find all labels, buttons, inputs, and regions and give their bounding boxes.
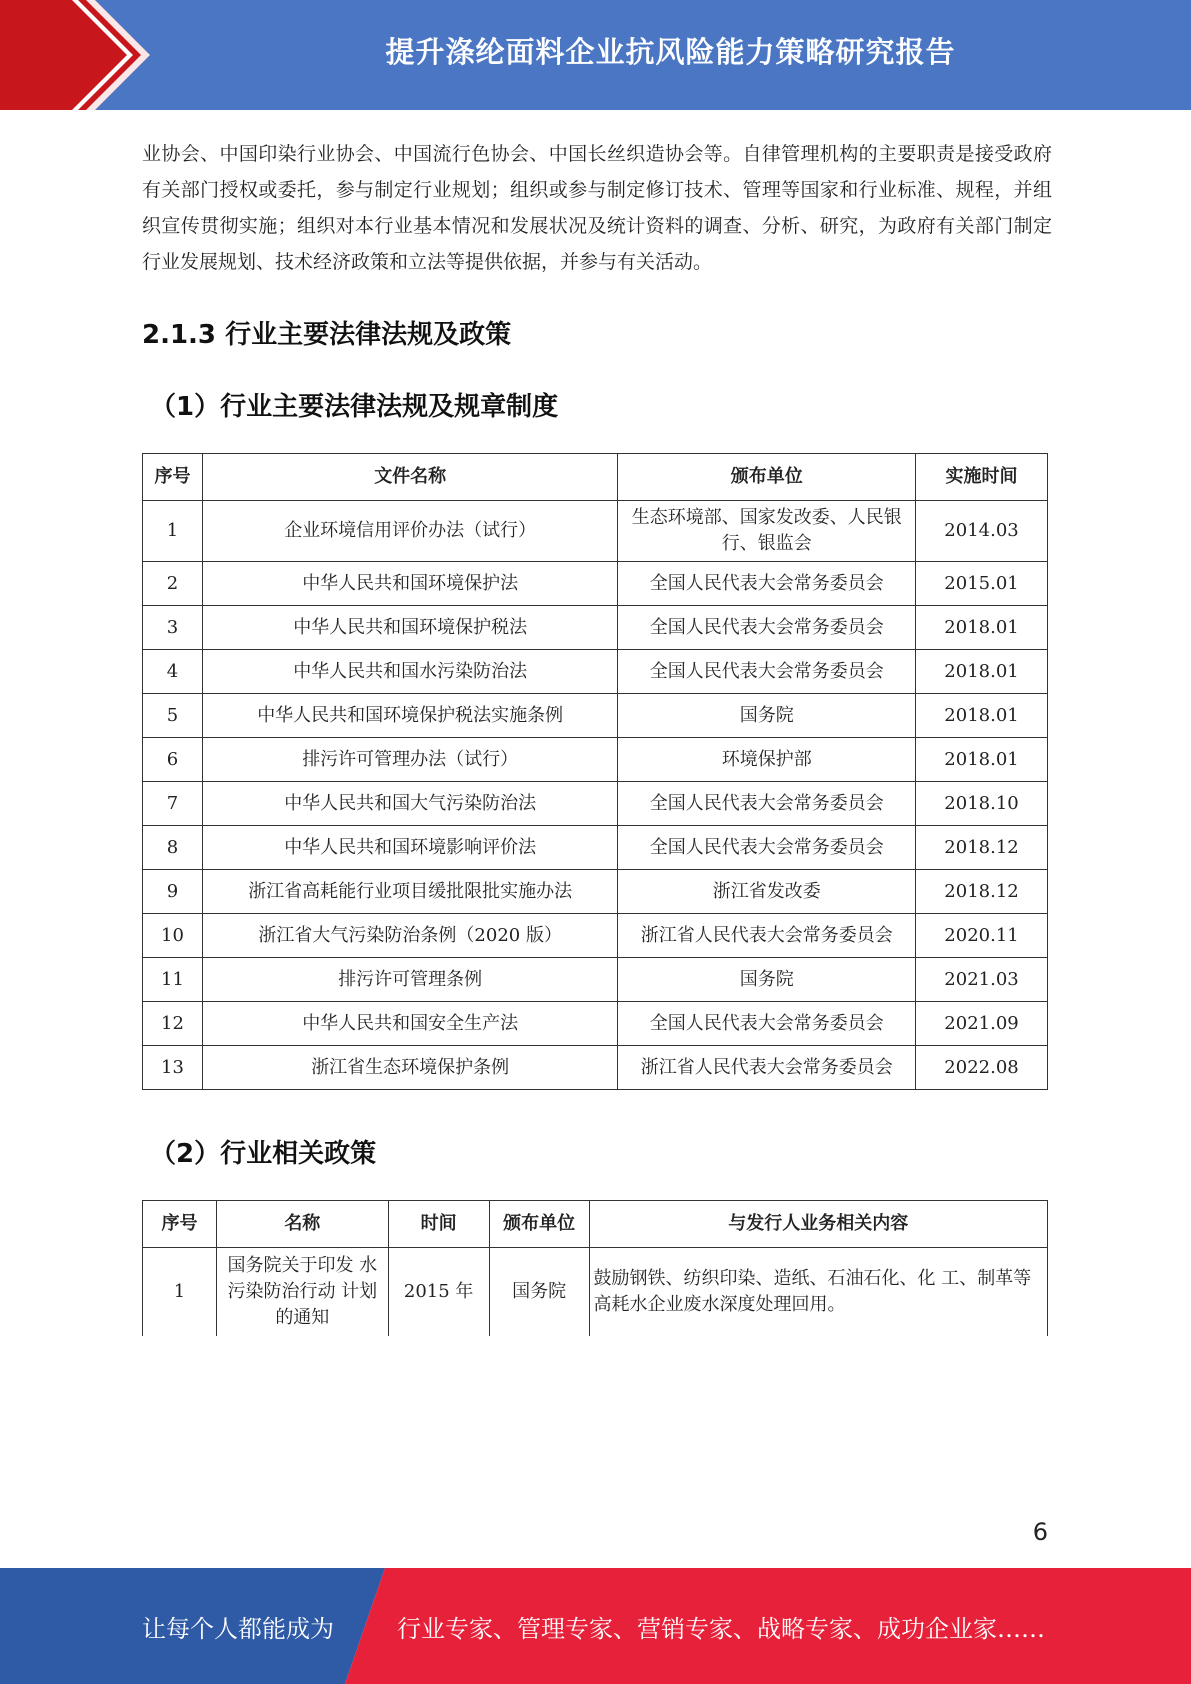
issuer-cell: 全国人民代表大会常务委员会 [618, 562, 916, 606]
header-cell: 颁布单位 [489, 1201, 589, 1248]
row-number-cell: 13 [143, 1046, 203, 1090]
effective-date-cell: 2020.11 [916, 914, 1048, 958]
document-name-cell: 排污许可管理办法（试行） [202, 738, 617, 782]
table-row [143, 501, 1048, 562]
issuer-cell: 生态环境部、国家发改委、人民银行、银监会 [618, 501, 916, 562]
document-name-cell: 中华人民共和国环境影响评价法 [202, 826, 617, 870]
effective-date-cell: 2014.03 [916, 501, 1048, 562]
effective-date-cell: 2018.01 [916, 738, 1048, 782]
table-row [143, 1248, 1048, 1336]
row-number-cell: 7 [143, 782, 203, 826]
policy-name-cell: 国务院关于印发 水污染防治行动 计划的通知 [216, 1248, 388, 1336]
row-number-cell: 3 [143, 606, 203, 650]
row-number-cell: 10 [143, 914, 203, 958]
row-number-cell: 6 [143, 738, 203, 782]
row-number-cell: 1 [143, 1248, 217, 1336]
effective-date-cell: 2018.12 [916, 870, 1048, 914]
row-number-cell: 8 [143, 826, 203, 870]
table-header-row [143, 1201, 1048, 1248]
effective-date-cell: 2018.01 [916, 694, 1048, 738]
header-cell: 颁布单位 [618, 454, 916, 501]
document-name-cell: 排污许可管理条例 [202, 958, 617, 1002]
table-header-row [143, 454, 1048, 501]
related-content-cell: 鼓励钢铁、纺织印染、造纸、石油石化、化 工、制革等高耗水企业废水深度处理回用。 [589, 1248, 1047, 1336]
laws-subheading: （1）行业主要法律法规及规章制度 [150, 392, 559, 422]
issuer-cell: 国务院 [618, 694, 916, 738]
issuer-cell: 浙江省人民代表大会常务委员会 [618, 914, 916, 958]
document-name-cell: 中华人民共和国大气污染防治法 [202, 782, 617, 826]
effective-date-cell: 2018.01 [916, 606, 1048, 650]
time-cell: 2015 年 [388, 1248, 489, 1336]
document-name-cell: 企业环境信用评价办法（试行） [202, 501, 617, 562]
header-cell: 序号 [143, 454, 203, 501]
effective-date-cell: 2018.01 [916, 650, 1048, 694]
table-row [143, 782, 1048, 826]
row-number-cell: 12 [143, 1002, 203, 1046]
effective-date-cell: 2021.09 [916, 1002, 1048, 1046]
issuer-cell: 全国人民代表大会常务委员会 [618, 650, 916, 694]
table-row [143, 1046, 1048, 1090]
document-name-cell: 浙江省生态环境保护条例 [202, 1046, 617, 1090]
issuer-cell: 全国人民代表大会常务委员会 [618, 606, 916, 650]
table-row [143, 958, 1048, 1002]
row-number-cell: 11 [143, 958, 203, 1002]
table-row [143, 606, 1048, 650]
report-footer [0, 1568, 1191, 1684]
row-number-cell: 9 [143, 870, 203, 914]
intro-paragraph: 业协会、中国印染行业协会、中国流行色协会、中国长丝织造协会等。自律管理机构的主要职责是接受政府有关部门授权或委托，参与制定行业规划；组织或参与制定修订技术、管理等国家和行业标准、规程，并组织宣传贯彻实施；组织对本行业基本情况和发展状况及统计资料的调查、分析、研究，为政府有关部门制定行业发展规划、技术经济政策和立法等提供依据，并参与有关活动。 [142, 143, 1052, 273]
effective-date-cell: 2018.12 [916, 826, 1048, 870]
table-row [143, 562, 1048, 606]
document-name-cell: 中华人民共和国环境保护法 [202, 562, 617, 606]
table-row [143, 694, 1048, 738]
header-cell: 名称 [216, 1201, 388, 1248]
document-name-cell: 浙江省高耗能行业项目缓批限批实施办法 [202, 870, 617, 914]
issuer-cell: 国务院 [618, 958, 916, 1002]
table-row [143, 1002, 1048, 1046]
document-name-cell: 中华人民共和国环境保护税法 [202, 606, 617, 650]
effective-date-cell: 2015.01 [916, 562, 1048, 606]
policies-table [142, 1200, 1048, 1336]
document-name-cell: 中华人民共和国水污染防治法 [202, 650, 617, 694]
issuer-cell: 浙江省发改委 [618, 870, 916, 914]
report-header [0, 0, 1191, 110]
document-name-cell: 浙江省大气污染防治条例（2020 版） [202, 914, 617, 958]
issuer-cell: 全国人民代表大会常务委员会 [618, 782, 916, 826]
header-cell: 序号 [143, 1201, 217, 1248]
header-cell: 文件名称 [202, 454, 617, 501]
row-number-cell: 5 [143, 694, 203, 738]
row-number-cell: 2 [143, 562, 203, 606]
row-number-cell: 4 [143, 650, 203, 694]
section-heading: 2.1.3 行业主要法律法规及政策 [142, 320, 512, 350]
issuer-cell: 国务院 [489, 1248, 589, 1336]
effective-date-cell: 2021.03 [916, 958, 1048, 1002]
page-number: 6 [1032, 1518, 1048, 1546]
issuer-cell: 浙江省人民代表大会常务委员会 [618, 1046, 916, 1090]
issuer-cell: 全国人民代表大会常务委员会 [618, 826, 916, 870]
issuer-cell: 环境保护部 [618, 738, 916, 782]
document-name-cell: 中华人民共和国环境保护税法实施条例 [202, 694, 617, 738]
header-cell: 实施时间 [916, 454, 1048, 501]
policies-subheading: （2）行业相关政策 [150, 1139, 377, 1169]
laws-table [142, 453, 1048, 1090]
table-row [143, 870, 1048, 914]
issuer-cell: 全国人民代表大会常务委员会 [618, 1002, 916, 1046]
effective-date-cell: 2022.08 [916, 1046, 1048, 1090]
document-name-cell: 中华人民共和国安全生产法 [202, 1002, 617, 1046]
table-row [143, 826, 1048, 870]
effective-date-cell: 2018.10 [916, 782, 1048, 826]
footer-slogan-left: 让每个人都能成为 [142, 1614, 334, 1643]
header-cell: 与发行人业务相关内容 [589, 1201, 1047, 1248]
header-cell: 时间 [388, 1201, 489, 1248]
row-number-cell: 1 [143, 501, 203, 562]
table-row [143, 650, 1048, 694]
table-row [143, 738, 1048, 782]
report-title: 提升涤纶面料企业抗风险能力策略研究报告 [385, 34, 956, 69]
footer-slogan-right: 行业专家、管理专家、营销专家、战略专家、成功企业家…… [397, 1614, 1045, 1643]
table-row [143, 914, 1048, 958]
